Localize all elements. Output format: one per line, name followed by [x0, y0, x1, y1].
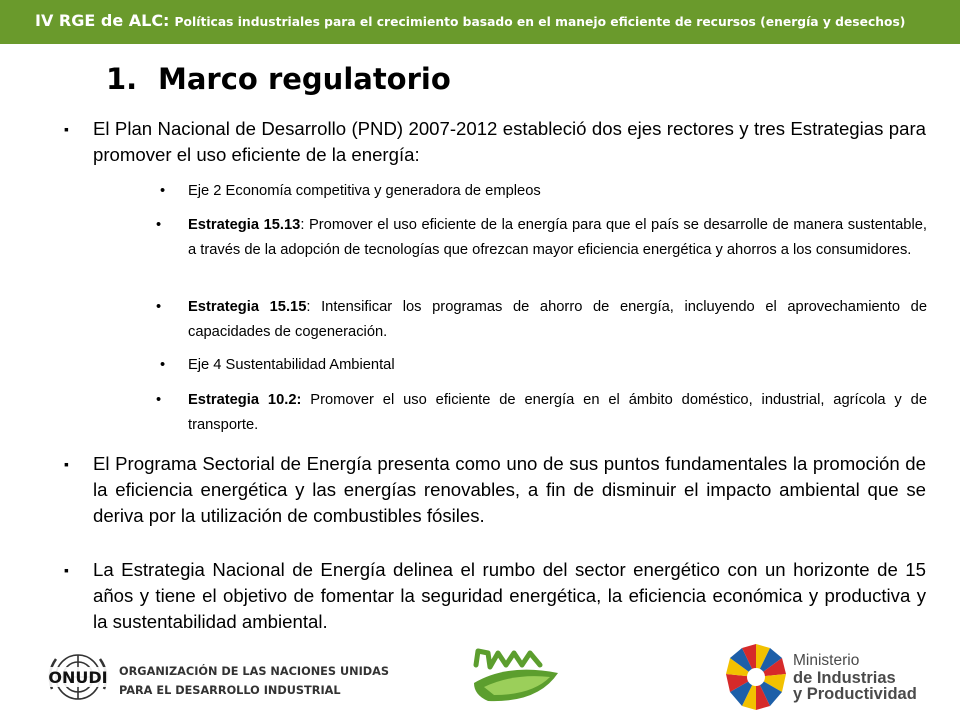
- bullet-eje2-text: Eje 2 Economía competitiva y generadora de empleos: [188, 183, 541, 199]
- header-title: IV RGE de ALC:: [35, 11, 170, 30]
- dot-bullet-icon: •: [156, 392, 162, 408]
- onudi-line2: PARA EL DESARROLLO INDUSTRIAL: [119, 684, 341, 697]
- ministerio-line2: de Industrias: [793, 668, 896, 687]
- ministerio-name: [793, 653, 917, 703]
- bullet-pnd-text: El Plan Nacional de Desarrollo (PND) 2007-2012 estableció dos ejes rectores y tres Estrategias para promover el uso eficiente de la energía:: [93, 118, 926, 165]
- square-bullet-icon: ▪: [64, 121, 69, 137]
- bullet-estrategia-nacional-text: La Estrategia Nacional de Energía delinea el rumbo del sector energético con un horizonte de 15 años y tiene el objetivo de fomentar la seguridad energética, la eficiencia económica y productiva y la sustentabilidad ambiental.: [93, 559, 926, 632]
- header-subtitle: Políticas industriales para el crecimiento basado en el manejo eficiente de recursos (energía y desechos): [174, 15, 906, 29]
- onudi-line1: ORGANIZACIÓN DE LAS NACIONES UNIDAS: [119, 665, 390, 678]
- ministerio-line3: y Productividad: [793, 685, 917, 703]
- estrategia-102-text: Promover el uso eficiente de energía en el ámbito doméstico, industrial, agrícola y de transporte.: [188, 392, 927, 433]
- bullet-estrategia-nacional: [64, 557, 926, 635]
- square-bullet-icon: ▪: [64, 562, 69, 578]
- square-bullet-icon: ▪: [64, 456, 69, 472]
- bullet-programa-text: El Programa Sectorial de Energía presenta como uno de sus puntos fundamentales la promoción de la eficiencia energética y las energías renovables, a fin de disminuir el impacto ambiental que se deriva por la utilización de combustibles fósiles.: [93, 453, 926, 526]
- bullet-estrategia-1513: [156, 213, 927, 262]
- leaf-icon: [468, 643, 568, 713]
- section-number: 1.: [106, 62, 138, 96]
- ministerio-line1: Ministerio: [793, 652, 860, 669]
- bullet-eje2: [160, 180, 541, 202]
- ministerio-logo: [722, 640, 790, 714]
- bullet-pnd: [64, 116, 926, 168]
- onudi-logo: [42, 649, 114, 709]
- bullet-programa-sectorial: [64, 451, 926, 529]
- onudi-name: [119, 662, 389, 700]
- bullet-eje4-text: Eje 4 Sustentabilidad Ambiental: [188, 357, 395, 373]
- bullet-eje4: [160, 354, 395, 376]
- dot-bullet-icon: •: [156, 299, 162, 315]
- bullet-estrategia-1515: [156, 295, 927, 344]
- estrategia-102-label: Estrategia 10.2:: [188, 392, 302, 408]
- estrategia-1515-label: Estrategia 15.15: [188, 299, 307, 315]
- page-title: [106, 62, 451, 96]
- estrategia-1515-text: : Intensificar los programas de ahorro de energía, incluyendo el aprovechamiento de capacidades de cogeneración.: [188, 299, 927, 340]
- estrategia-1513-text: : Promover el uso eficiente de la energía para que el país se desarrolle de manera sustentable, a través de la adopción de tecnologías que ofrezcan mayor eficiencia energética y ahorros a los consumidores.: [188, 217, 927, 258]
- estrategia-1513-label: Estrategia 15.13: [188, 217, 301, 233]
- dot-bullet-icon: •: [160, 183, 166, 199]
- dot-bullet-icon: •: [160, 357, 166, 373]
- dot-bullet-icon: •: [156, 217, 162, 233]
- onudi-logo-text: ONUDI: [48, 668, 108, 687]
- section-title: Marco regulatorio: [158, 62, 451, 96]
- header: [35, 11, 905, 30]
- bullet-estrategia-102: [156, 388, 927, 437]
